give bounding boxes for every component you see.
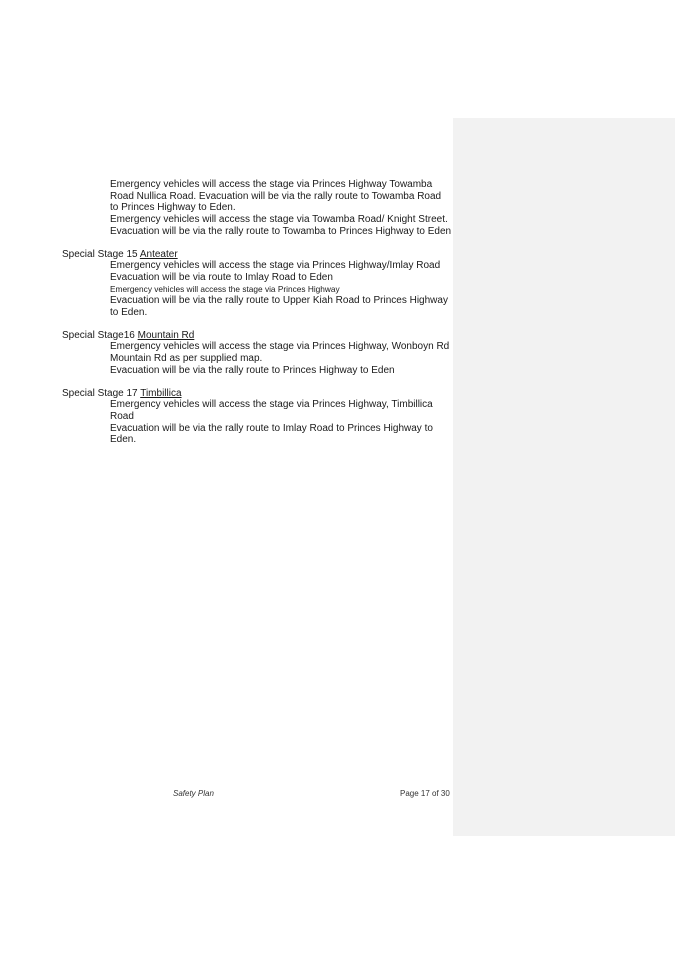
stage17-line: Evacuation will be via the rally route to Imlay Road to Princes Highway to Eden.	[110, 422, 433, 446]
stage16-heading	[62, 330, 452, 342]
footer-page-number: Page 17 of 30	[400, 789, 450, 798]
stage17-block	[62, 399, 452, 446]
intro-paragraph: Emergency vehicles will access the stage via Towamba Road/ Knight Street.	[110, 214, 448, 226]
stage17-name: Timbillica	[140, 387, 182, 399]
stage16-prefix: Special Stage16	[62, 329, 138, 341]
stage17-prefix: Special Stage 17	[62, 387, 141, 399]
stage15-line: Evacuation will be via the rally route to Upper Kiah Road to Princes Highway to Eden.	[110, 295, 448, 319]
footer-title: Safety Plan	[173, 789, 214, 798]
stage15-block	[62, 260, 452, 319]
stage16-name: Mountain Rd	[137, 329, 195, 341]
stage17-line: Emergency vehicles will access the stage via Princes Highway, Timbillica Road	[110, 399, 433, 422]
stage15-line: Evacuation will be via route to Imlay Road to Eden	[110, 271, 333, 283]
stage15-name: Anteater	[139, 248, 178, 260]
stage17-heading	[62, 388, 452, 400]
stage16-line: Emergency vehicles will access the stage via Princes Highway, Wonboyn Rd Mountain Rd as per supplied map.	[110, 341, 450, 365]
intro-paragraph: Evacuation will be via the rally route to Towamba to Princes Highway to Eden	[110, 225, 452, 237]
intro-block	[62, 179, 452, 238]
stage16-block	[62, 341, 452, 376]
stage15-heading	[62, 249, 452, 261]
stage16-line: Evacuation will be via the rally route to Princes Highway to Eden	[110, 364, 395, 376]
intro-paragraph: Emergency vehicles will access the stage via Princes Highway Towamba Road Nullica Road. Evacuation will be via the rally route to Towamba Road to Princes Highway to Eden.	[110, 179, 442, 214]
document-body	[62, 179, 452, 446]
comment-pane	[453, 118, 675, 836]
stage15-prefix: Special Stage 15	[62, 248, 140, 260]
stage15-line: Emergency vehicles will access the stage via Princes Highway/Imlay Road	[110, 260, 441, 272]
stage15-line: Emergency vehicles will access the stage via Princes Highway	[110, 283, 340, 294]
